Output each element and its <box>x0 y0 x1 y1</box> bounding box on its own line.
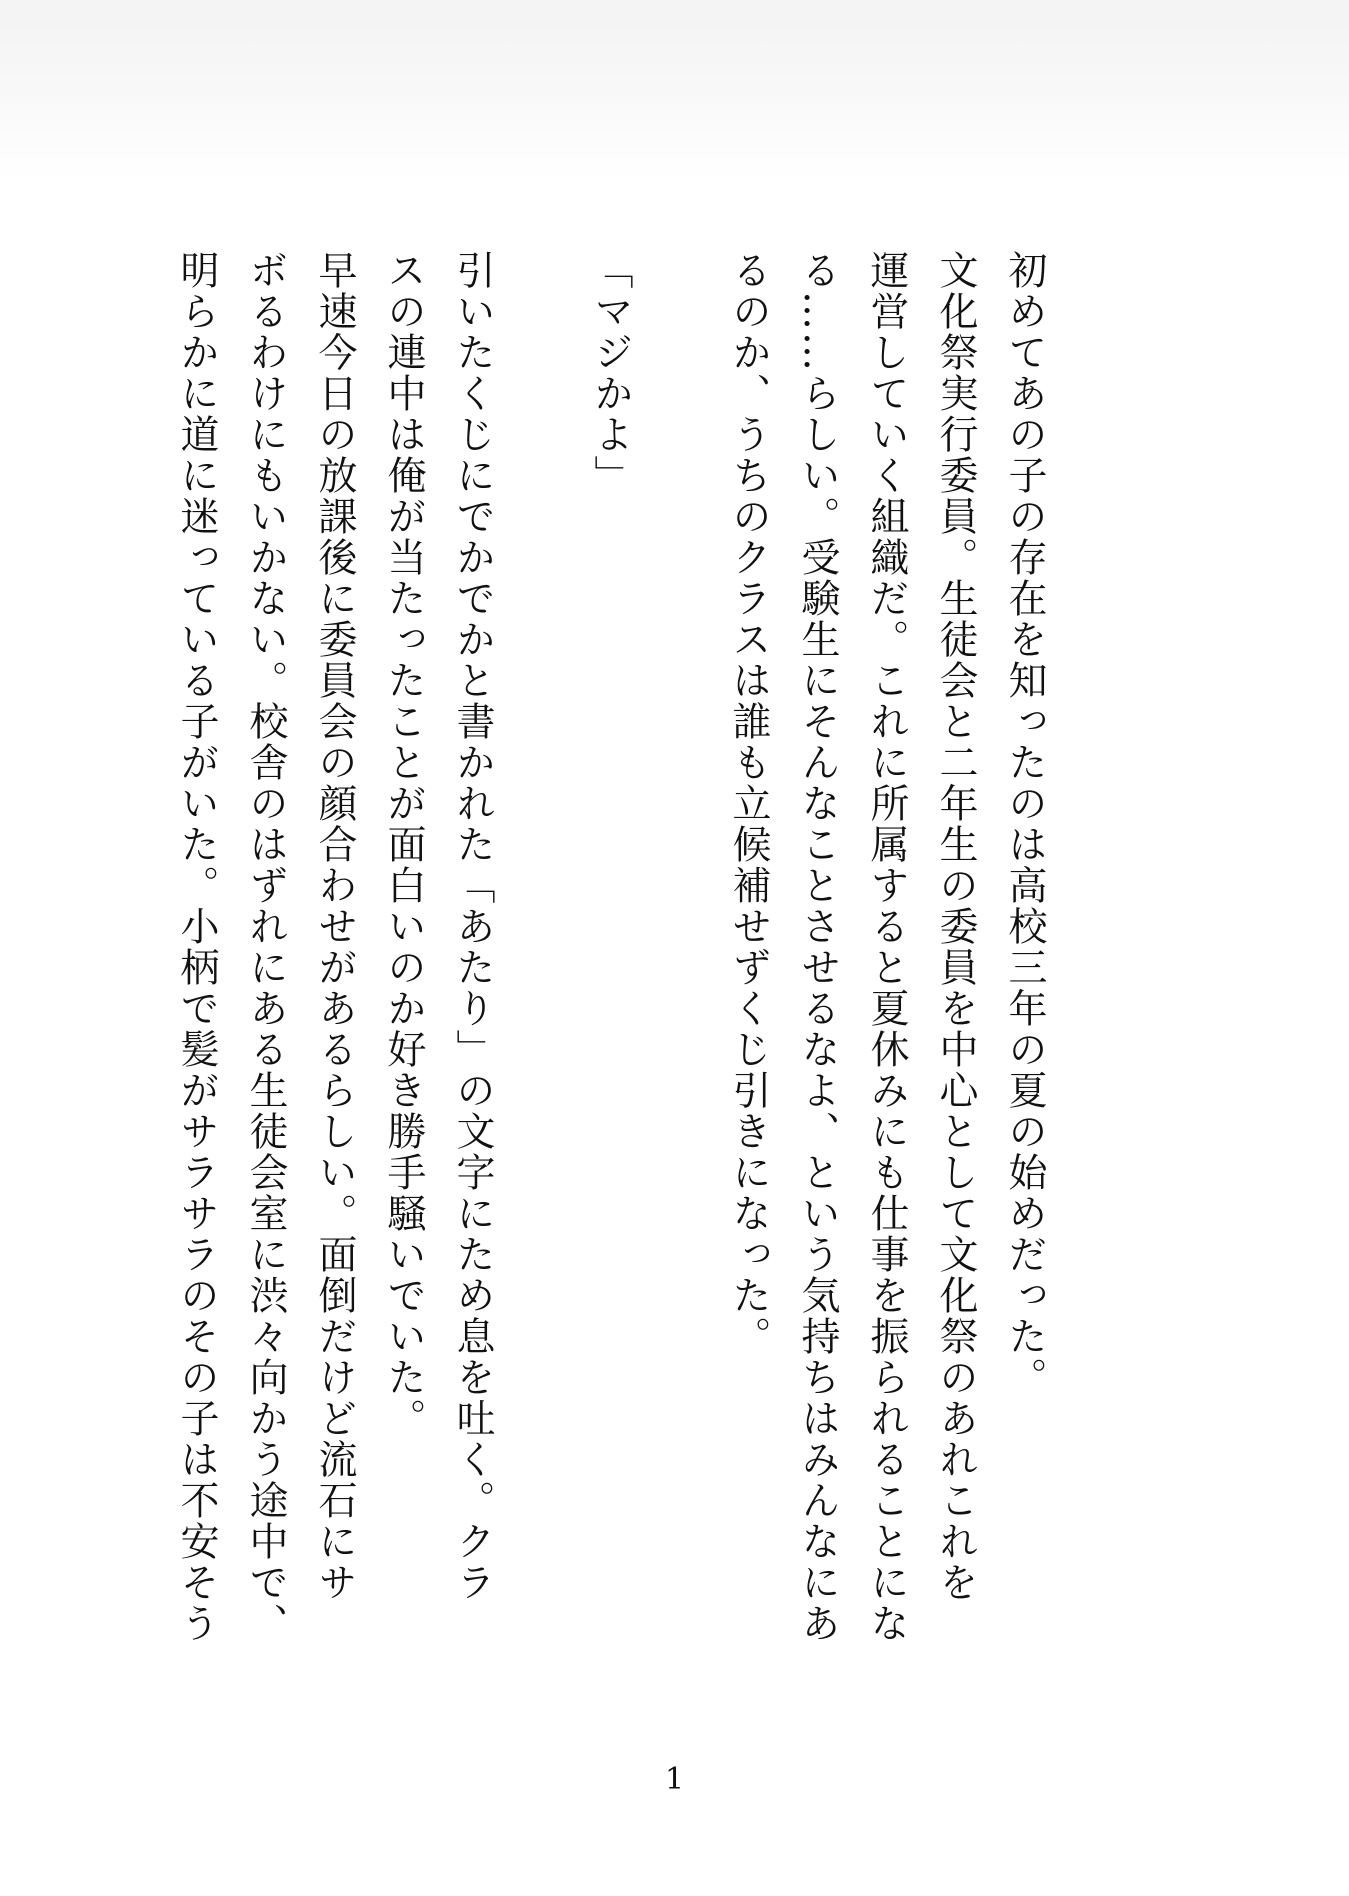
page-number: 1 <box>664 1762 685 1797</box>
vertical-text-body <box>162 250 1059 1700</box>
text-line-3: 運営していく組織だ。これに所属すると夏休みにも仕事を振られることにな <box>864 250 909 1644</box>
text-line-11: 早速今日の放課後に委員会の顔合わせがあるらしい。面倒だけど流石にサ <box>312 250 357 1603</box>
text-line-4: る……らしい。受験生にそんなことさせるなよ、という気持ちはみんなにあ <box>795 250 840 1644</box>
blank-line <box>645 250 714 1700</box>
text-line-5: るのか、うちのクラスは誰も立候補せずくじ引きになった。 <box>726 250 771 1357</box>
text-line-1: 初めてあの子の存在を知ったのは高校三年の夏の始めだった。 <box>1002 250 1047 1398</box>
text-line-10: スの連中は俺が当たったことが面白いのか好き勝手騒いでいた。 <box>381 250 426 1439</box>
text-line-9: 引いたくじにでかでかと書かれた「あたり」の文字にため息を吐く。クラ <box>450 250 495 1603</box>
blank-line <box>507 250 576 1700</box>
page-top-shading <box>0 0 1349 180</box>
dialogue-line: 「マジかよ」 <box>588 250 633 496</box>
text-line-12: ボるわけにもいかない。校舎のはずれにある生徒会室に渋々向かう途中で、 <box>243 250 288 1644</box>
text-line-2: 文化祭実行委員。生徒会と二年生の委員を中心として文化祭のあれこれを <box>933 250 978 1603</box>
text-line-13: 明らかに道に迷っている子がいた。小柄で髪がサラサラのその子は不安そう <box>174 250 219 1644</box>
